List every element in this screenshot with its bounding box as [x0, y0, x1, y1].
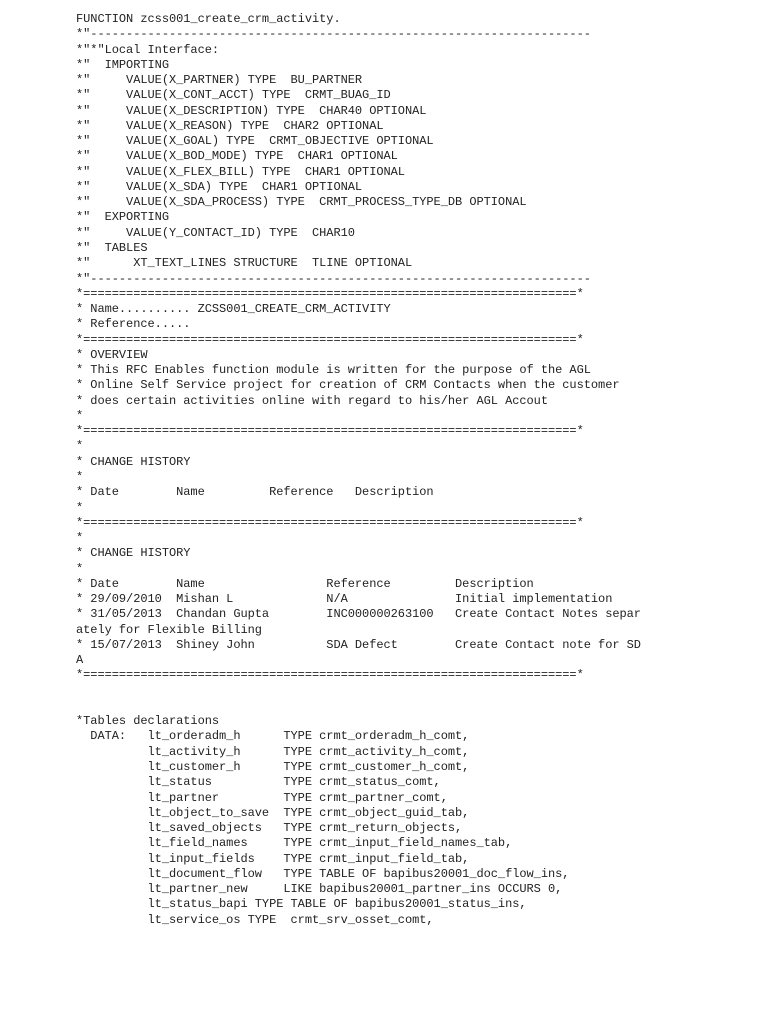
code-line: *	[76, 439, 84, 454]
code-line: lt_status TYPE crmt_status_comt,	[76, 775, 441, 790]
code-line: lt_activity_h TYPE crmt_activity_h_comt,	[76, 744, 470, 759]
abap-source-code	[76, 12, 756, 928]
code-line: *" TABLES	[76, 240, 148, 255]
code-line: *" IMPORTING	[76, 57, 169, 72]
code-line: *" VALUE(X_GOAL) TYPE CRMT_OBJECTIVE OPTIONAL	[76, 134, 434, 149]
code-line: *=====================================================================*	[76, 286, 584, 301]
code-line: *	[76, 408, 84, 423]
code-line: *" EXPORTING	[76, 210, 169, 225]
code-line: *" VALUE(X_FLEX_BILL) TYPE CHAR1 OPTIONAL	[76, 164, 405, 179]
code-line: *=====================================================================*	[76, 515, 584, 530]
code-line: *	[76, 531, 84, 546]
code-line: * 29/09/2010 Mishan L N/A Initial implementation	[76, 592, 613, 607]
code-line: lt_customer_h TYPE crmt_customer_h_comt,	[76, 760, 470, 775]
code-line: *" VALUE(X_SDA) TYPE CHAR1 OPTIONAL	[76, 179, 363, 194]
code-line: * Reference.....	[76, 317, 191, 332]
code-line: lt_object_to_save TYPE crmt_object_guid_tab,	[76, 805, 470, 820]
code-line: *" VALUE(X_SDA_PROCESS) TYPE CRMT_PROCESS_TYPE_DB OPTIONAL	[76, 195, 527, 210]
code-line: DATA: lt_orderadm_h TYPE crmt_orderadm_h_comt,	[76, 729, 470, 744]
code-line: *	[76, 500, 84, 515]
code-line: *=====================================================================*	[76, 668, 584, 683]
code-line: lt_status_bapi TYPE TABLE OF bapibus20001_status_ins,	[76, 897, 527, 912]
code-line: *	[76, 469, 84, 484]
code-line: *" VALUE(Y_CONTACT_ID) TYPE CHAR10	[76, 225, 355, 240]
code-line: * OVERVIEW	[76, 347, 148, 362]
code-line: A	[76, 653, 84, 668]
code-line	[76, 699, 756, 714]
code-line: * 31/05/2013 Chandan Gupta INC000000263100 Create Contact Notes separ	[76, 607, 641, 622]
code-line: *=====================================================================*	[76, 424, 584, 439]
code-line: *" XT_TEXT_LINES STRUCTURE TLINE OPTIONAL	[76, 256, 413, 271]
code-line: *" VALUE(X_DESCRIPTION) TYPE CHAR40 OPTIONAL	[76, 103, 427, 118]
code-line: *" VALUE(X_PARTNER) TYPE BU_PARTNER	[76, 73, 363, 88]
code-line: *Tables declarations	[76, 714, 220, 729]
code-line: *	[76, 561, 84, 576]
code-line: * Date Name Reference Description	[76, 576, 534, 591]
code-line: lt_partner TYPE crmt_partner_comt,	[76, 790, 448, 805]
code-line: * does certain activities online with regard to his/her AGL Accout	[76, 393, 548, 408]
code-line: *" VALUE(X_CONT_ACCT) TYPE CRMT_BUAG_ID	[76, 88, 391, 103]
code-line: * CHANGE HISTORY	[76, 546, 191, 561]
code-line: *"*"Local Interface:	[76, 42, 220, 57]
code-line: lt_field_names TYPE crmt_input_field_names_tab,	[76, 836, 513, 851]
code-line: lt_partner_new LIKE bapibus20001_partner_ins OCCURS 0,	[76, 882, 563, 897]
code-line: *"----------------------------------------------------------------------	[76, 271, 591, 286]
code-line	[76, 684, 756, 699]
code-line: lt_document_flow TYPE TABLE OF bapibus20001_doc_flow_ins,	[76, 866, 570, 881]
code-line: * This RFC Enables function module is written for the purpose of the AGL	[76, 363, 591, 378]
code-line: lt_service_os TYPE crmt_srv_osset_comt,	[76, 912, 434, 927]
code-line: *" VALUE(X_REASON) TYPE CHAR2 OPTIONAL	[76, 118, 384, 133]
code-line: * Date Name Reference Description	[76, 485, 434, 500]
code-line: *=====================================================================*	[76, 332, 584, 347]
code-line: FUNCTION zcss001_create_crm_activity.	[76, 12, 341, 26]
code-line: lt_saved_objects TYPE crmt_return_objects,	[76, 821, 463, 836]
code-line: *" VALUE(X_BOD_MODE) TYPE CHAR1 OPTIONAL	[76, 149, 398, 164]
code-line: lt_input_fields TYPE crmt_input_field_tab,	[76, 851, 470, 866]
code-line: * Name.......... ZCSS001_CREATE_CRM_ACTIVITY	[76, 302, 391, 317]
code-line: *"----------------------------------------------------------------------	[76, 27, 591, 42]
code-line: * Online Self Service project for creation of CRM Contacts when the customer	[76, 378, 620, 393]
code-line: ately for Flexible Billing	[76, 622, 262, 637]
code-line: * CHANGE HISTORY	[76, 454, 191, 469]
code-line: * 15/07/2013 Shiney John SDA Defect Create Contact note for SD	[76, 637, 641, 652]
